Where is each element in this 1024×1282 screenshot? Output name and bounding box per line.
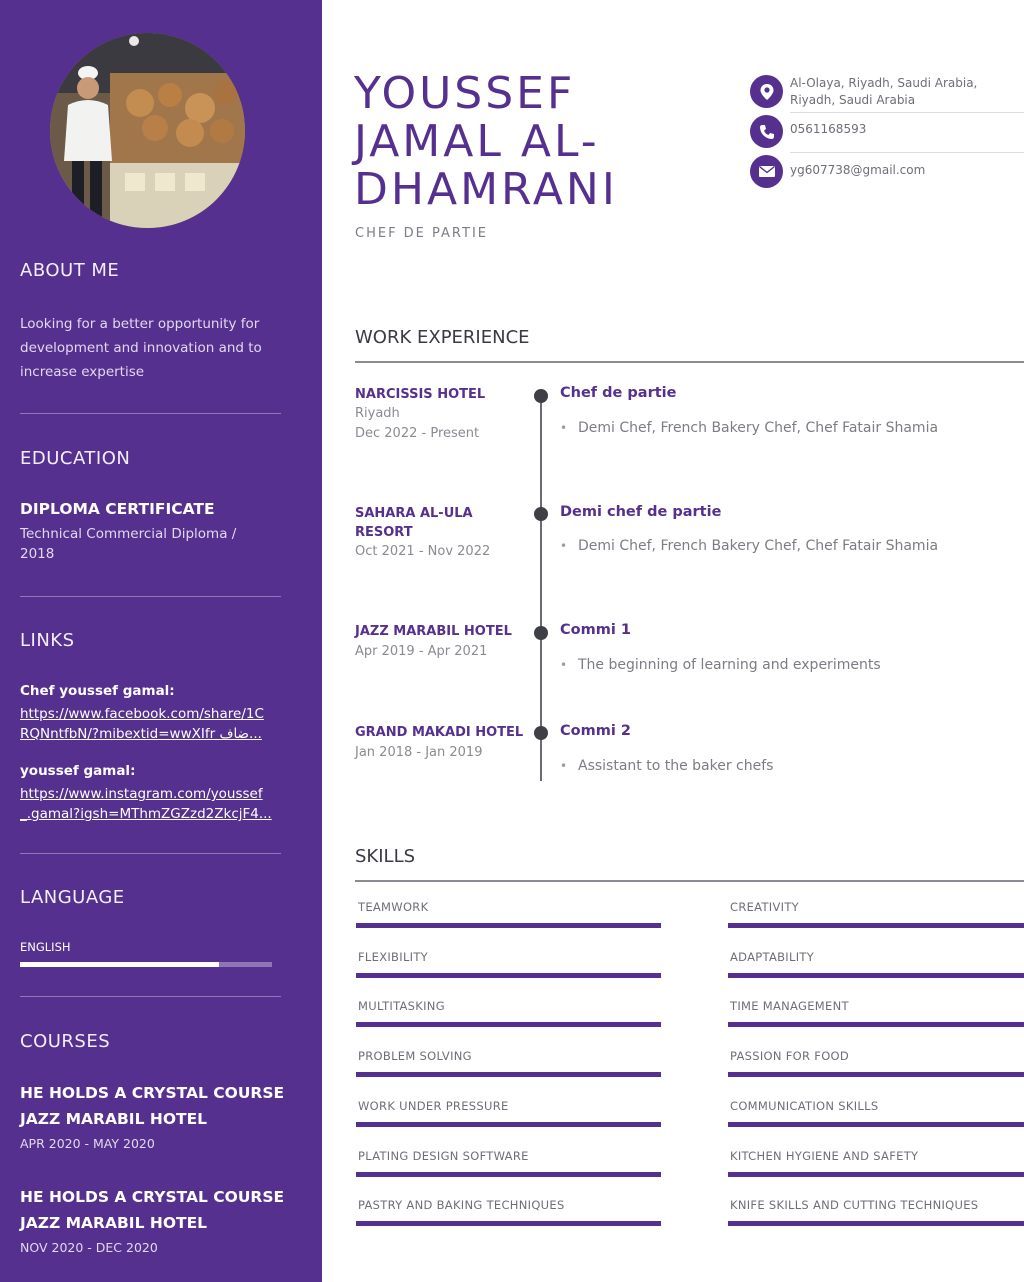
- course-venue: JAZZ MARABIL HOTEL: [20, 1110, 208, 1128]
- role-description: • Assistant to the baker chefs: [560, 758, 774, 774]
- job-title: CHEF DE PARTIE: [355, 226, 489, 241]
- role-description: • Demi Chef, French Bakery Chef, Chef Fatair Shamia: [560, 420, 939, 436]
- bullet-text: The beginning of learning and experiments: [578, 657, 881, 673]
- skill-level-bar: [356, 1221, 661, 1226]
- skill-item: [356, 1149, 661, 1163]
- work-heading: WORK EXPERIENCE: [355, 327, 530, 348]
- skill-name: TIME MANAGEMENT: [730, 999, 849, 1014]
- skill-level-bar: [728, 1122, 1024, 1127]
- language-heading: LANGUAGE: [20, 887, 125, 908]
- timeline-line: [540, 393, 542, 781]
- course-title: [20, 1184, 310, 1236]
- links-heading: LINKS: [20, 630, 75, 651]
- bullet-text: Demi Chef, French Bakery Chef, Chef Fatair Shamia: [578, 420, 939, 436]
- skill-name: MULTITASKING: [358, 999, 445, 1014]
- language-level-bar: [20, 962, 272, 967]
- skill-name: CREATIVITY: [730, 900, 799, 914]
- contact-email: [750, 155, 1024, 189]
- email-text: yg607738@gmail.com: [790, 163, 926, 177]
- timeline-dot: [534, 626, 548, 640]
- course-date: NOV 2020 - DEC 2020: [20, 1240, 158, 1255]
- skill-level-bar: [728, 1072, 1024, 1077]
- contact-address: [750, 75, 1024, 113]
- work-dates: Dec 2022 - Present: [355, 426, 480, 441]
- skill-item: [728, 999, 1024, 1013]
- skill-level-bar: [728, 923, 1024, 928]
- phone-icon: [750, 115, 783, 148]
- skill-level-fill: [728, 1221, 1024, 1226]
- about-text: Looking for a better opportunity for development and innovation and to increase expertise: [20, 316, 262, 380]
- name-line: YOUSSEF: [354, 68, 576, 119]
- skill-level-fill: [728, 923, 1024, 928]
- skill-level-bar: [728, 1022, 1024, 1027]
- skill-name: COMMUNICATION SKILLS: [730, 1098, 879, 1113]
- company-name: NARCISSIS HOTEL: [355, 387, 486, 402]
- divider: [20, 996, 281, 997]
- skill-name: FLEXIBILITY: [358, 949, 428, 964]
- skill-level-bar: [356, 923, 661, 928]
- instagram-link-label: youssef gamal:: [20, 763, 136, 779]
- phone-text: 0561168593: [790, 122, 867, 136]
- skill-name: KNIFE SKILLS AND CUTTING TECHNIQUES: [730, 1198, 979, 1213]
- skill-name: ADAPTABILITY: [730, 949, 815, 964]
- skill-level-bar: [728, 973, 1024, 978]
- skill-item: [356, 900, 661, 914]
- skill-name: PROBLEM SOLVING: [358, 1049, 472, 1064]
- role-title: Commi 2: [560, 723, 631, 739]
- education-heading: EDUCATION: [20, 448, 131, 469]
- role-title: Commi 1: [560, 622, 631, 638]
- skill-name: TEAMWORK: [358, 900, 429, 914]
- course-venue: JAZZ MARABIL HOTEL: [20, 1214, 208, 1232]
- profile-photo: [50, 33, 245, 228]
- language-name: ENGLISH: [20, 940, 71, 954]
- skills-heading: SKILLS: [355, 846, 416, 867]
- skill-item: [728, 1099, 1024, 1113]
- divider: [20, 596, 281, 597]
- skill-level-fill: [728, 1022, 1024, 1027]
- courses-heading: COURSES: [20, 1031, 111, 1052]
- skill-level-fill: [356, 1172, 661, 1177]
- divider: [790, 112, 1024, 113]
- skill-item: [728, 1149, 1024, 1163]
- skill-level-fill: [356, 1022, 661, 1027]
- skill-level-fill: [728, 973, 1024, 978]
- name-line: JAMAL AL-: [354, 116, 600, 167]
- skill-level-bar: [728, 1221, 1024, 1226]
- about-heading: ABOUT ME: [20, 260, 120, 281]
- skill-level-fill: [356, 1072, 661, 1077]
- candidate-name: [354, 70, 724, 214]
- skill-level-bar: [728, 1172, 1024, 1177]
- skill-level-fill: [728, 1072, 1024, 1077]
- divider: [20, 853, 281, 854]
- company-name: SAHARA AL-ULA RESORT: [355, 506, 473, 540]
- work-dates: Jan 2018 - Jan 2019: [355, 745, 483, 760]
- skill-name: PLATING DESIGN SOFTWARE: [358, 1148, 529, 1163]
- company-name: JAZZ MARABIL HOTEL: [355, 624, 512, 639]
- skill-item: [728, 950, 1024, 964]
- contact-phone: [750, 115, 1024, 153]
- skill-name: WORK UNDER PRESSURE: [358, 1098, 509, 1113]
- role-title: Chef de partie: [560, 385, 677, 401]
- facebook-link-label: Chef youssef gamal:: [20, 683, 175, 699]
- role-description: • Demi Chef, French Bakery Chef, Chef Fatair Shamia: [560, 538, 939, 554]
- work-dates: Oct 2021 - Nov 2022: [355, 544, 491, 559]
- sidebar: [0, 0, 322, 1282]
- location-pin-icon: [750, 75, 783, 108]
- skill-level-bar: [356, 1022, 661, 1027]
- skill-level-fill: [356, 1221, 661, 1226]
- skill-level-bar: [356, 1072, 661, 1077]
- section-divider: [355, 361, 1024, 363]
- course-name: HE HOLDS A CRYSTAL COURSE: [20, 1084, 285, 1102]
- course-date: APR 2020 - MAY 2020: [20, 1136, 155, 1151]
- skill-name: KITCHEN HYGIENE AND SAFETY: [730, 1148, 919, 1163]
- timeline-dot: [534, 389, 548, 403]
- course-title: [20, 1080, 310, 1132]
- education-degree: DIPLOMA CERTIFICATE: [20, 500, 215, 518]
- bullet-text: Demi Chef, French Bakery Chef, Chef Fatair Shamia: [578, 538, 939, 554]
- timeline-dot: [534, 507, 548, 521]
- skill-level-fill: [356, 1122, 661, 1127]
- skill-item: [356, 1099, 661, 1113]
- company-name: GRAND MAKADI HOTEL: [355, 725, 524, 740]
- skill-item: [356, 1049, 661, 1063]
- skill-item: [356, 999, 661, 1013]
- skill-level-fill: [356, 923, 661, 928]
- divider: [20, 413, 281, 414]
- skill-level-fill: [728, 1122, 1024, 1127]
- section-divider: [355, 880, 1024, 882]
- company-location: Riyadh: [355, 406, 400, 421]
- chef-portrait-photo: [50, 33, 245, 228]
- education-detail: Technical Commercial Diploma / 2018: [20, 526, 237, 562]
- skill-level-fill: [356, 973, 661, 978]
- skill-item: [356, 950, 661, 964]
- skill-name: PASTRY AND BAKING TECHNIQUES: [358, 1198, 565, 1213]
- role-description: • The beginning of learning and experiments: [560, 657, 881, 673]
- timeline-dot: [534, 726, 548, 740]
- skill-item: [728, 1198, 1024, 1212]
- skill-level-bar: [356, 1122, 661, 1127]
- skill-item: [728, 900, 1024, 914]
- skill-level-bar: [356, 1172, 661, 1177]
- bullet-text: Assistant to the baker chefs: [578, 758, 774, 774]
- divider: [790, 152, 1024, 153]
- name-line: DHAMRANI: [354, 164, 618, 215]
- skill-name: PASSION FOR FOOD: [730, 1049, 850, 1064]
- skill-item: [356, 1198, 661, 1212]
- course-name: HE HOLDS A CRYSTAL COURSE: [20, 1188, 285, 1206]
- instagram-link[interactable]: https://www.instagram.com/youssef_.gamal?igsh=MThmZGZzd2ZkcjF4...: [20, 786, 272, 822]
- skill-level-fill: [728, 1172, 1024, 1177]
- address-text: Al-Olaya, Riyadh, Saudi Arabia, Riyadh, Saudi Arabia: [790, 76, 978, 107]
- role-title: Demi chef de partie: [560, 504, 722, 520]
- skill-level-bar: [356, 973, 661, 978]
- work-dates: Apr 2019 - Apr 2021: [355, 644, 488, 659]
- envelope-icon: [750, 155, 783, 188]
- skill-item: [728, 1049, 1024, 1063]
- language-level-fill: [20, 962, 219, 967]
- facebook-link[interactable]: https://www.facebook.com/share/1CRQNntfbN/?mibextid=wwXIfr ضاف...: [20, 706, 264, 742]
